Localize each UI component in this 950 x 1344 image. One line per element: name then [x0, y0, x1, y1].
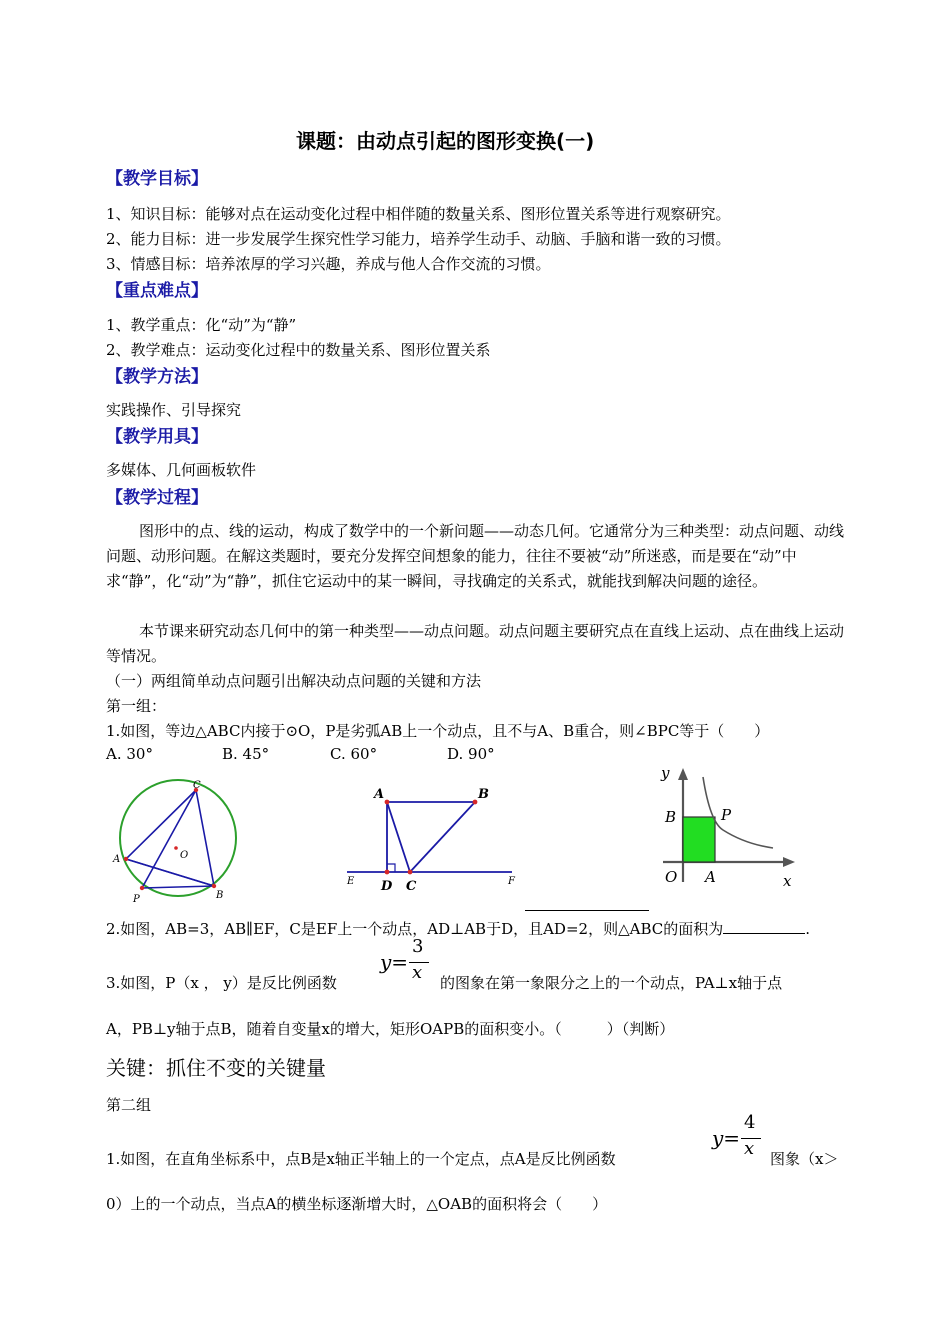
q1-option-b: B. 45° [222, 745, 270, 763]
process-paragraph-1: 图形中的点、线的运动，构成了数学中的一个新问题——动态几何。它通常分为三种类型：动点问题、动线问题、动形问题。在解这类题时，要充分发挥空间想象的能力，往往不要被“动”所迷惑，而是要在“动”中求“静”，化“动”为“静”，抓住它运动中的某一瞬间，寻找确定的关系式，就能找到解决问题的途径。 [106, 522, 845, 590]
label-b: B [665, 808, 677, 826]
formula-y-4-over-x [712, 1114, 762, 1169]
label-p: P [721, 806, 732, 824]
label-o: O [665, 868, 678, 886]
label-x: x [783, 872, 792, 890]
q1-option-a: A. 30° [106, 745, 153, 763]
group2-question-1-part-a: 1.如图，在直角坐标系中，点B是x轴正半轴上的一个定点，点A是反比例函数 [106, 1150, 616, 1168]
heading-goals: 【教学目标】 [106, 169, 208, 189]
page-title: 课题：由动点引起的图形变换(一) [296, 129, 595, 153]
question-3-part-a: 3.如图，P（x ， y）是反比例函数 [106, 974, 337, 992]
label-d: D [381, 879, 393, 894]
group2-question-1-part-c: 0）上的一个动点，当点A的横坐标逐渐增大时，△OAB的面积将会（ ） [106, 1195, 608, 1213]
divider-line [525, 910, 649, 911]
label-c: C [406, 879, 417, 894]
label-o: O [180, 850, 189, 861]
label-p: P [133, 894, 140, 905]
key-2: 2、教学难点：运动变化过程中的数量关系、图形位置关系 [106, 341, 491, 359]
formula-numerator: 4 [744, 1112, 756, 1133]
q1-option-c: C. 60° [330, 745, 378, 763]
key-1: 1、教学重点：化“动”为“静” [106, 316, 297, 334]
group2-label: 第二组 [106, 1096, 152, 1114]
label-a: A [374, 787, 385, 802]
formula-y-3-over-x [380, 938, 430, 993]
group2-question-1-part-b: 图象（x＞ [770, 1150, 839, 1168]
method-text: 实践操作、引导探究 [106, 401, 242, 419]
tools-text: 多媒体、几何画板软件 [106, 461, 257, 479]
label-y: y [661, 764, 670, 782]
label-b: B [216, 890, 224, 901]
label-f: F [508, 876, 515, 887]
label-b: B [478, 787, 489, 802]
label-e: E [347, 876, 355, 887]
question-1: 1.如图，等边△ABC内接于⊙O，P是劣弧AB上一个动点，且不与A、B重合，则∠BPC等于（ ） [106, 722, 770, 740]
question-2-text: 2.如图，AB=3，AB∥EF，C是EF上一个动点，AD⊥AB于D，且AD=2，则△ABC的面积为 [106, 920, 724, 938]
goal-2: 2、能力目标：进一步发展学生探究性学习能力，培养学生动手、动脑、手脑和谐一致的习惯。 [106, 230, 731, 248]
formula-lhs: y= [380, 950, 409, 974]
label-a: A [113, 854, 121, 865]
label-a: A [705, 868, 716, 886]
figure-hyperbola [655, 762, 805, 892]
heading-key: 【重点难点】 [106, 281, 208, 301]
group1-label: 第一组： [106, 697, 167, 715]
formula-lhs: y= [712, 1126, 741, 1150]
heading-process: 【教学过程】 [106, 488, 208, 508]
q1-option-d: D. 90° [447, 745, 495, 763]
goal-1: 1、知识目标：能够对点在运动变化过程中相伴随的数量关系、图形位置关系等进行观察研究。 [106, 205, 731, 223]
formula-denominator: x [744, 1138, 755, 1159]
part1-heading: （一）两组简单动点问题引出解决动点问题的关键和方法 [106, 672, 482, 690]
rect-oapb [683, 817, 715, 862]
heading-tools: 【教学用具】 [106, 427, 208, 447]
heading-method: 【教学方法】 [106, 367, 208, 387]
question-2-end: . [805, 920, 811, 938]
answer-blank[interactable] [723, 919, 805, 934]
figure-parallel [342, 780, 522, 895]
question-3-part-c: A，PB⊥y轴于点B，随着自变量x的增大，矩形OAPB的面积变小。（ ）（判断） [106, 1020, 675, 1038]
key-line: 关键：抓住不变的关键量 [106, 1056, 326, 1080]
question-2 [106, 918, 810, 939]
goal-3: 3、情感目标：培养浓厚的学习兴趣，养成与他人合作交流的习惯。 [106, 255, 551, 273]
figure-circle [106, 778, 256, 908]
formula-denominator: x [412, 962, 423, 983]
process-paragraph-2: 本节课来研究动态几何中的第一种类型——动点问题。动点问题主要研究点在直线上运动、点在曲线上运动等情况。 [106, 622, 845, 665]
formula-numerator: 3 [412, 936, 424, 957]
question-3-part-b: 的图象在第一象限分之上的一个动点，PA⊥x轴于点 [440, 974, 783, 992]
label-c: C [193, 780, 201, 791]
circle-o [120, 780, 236, 896]
